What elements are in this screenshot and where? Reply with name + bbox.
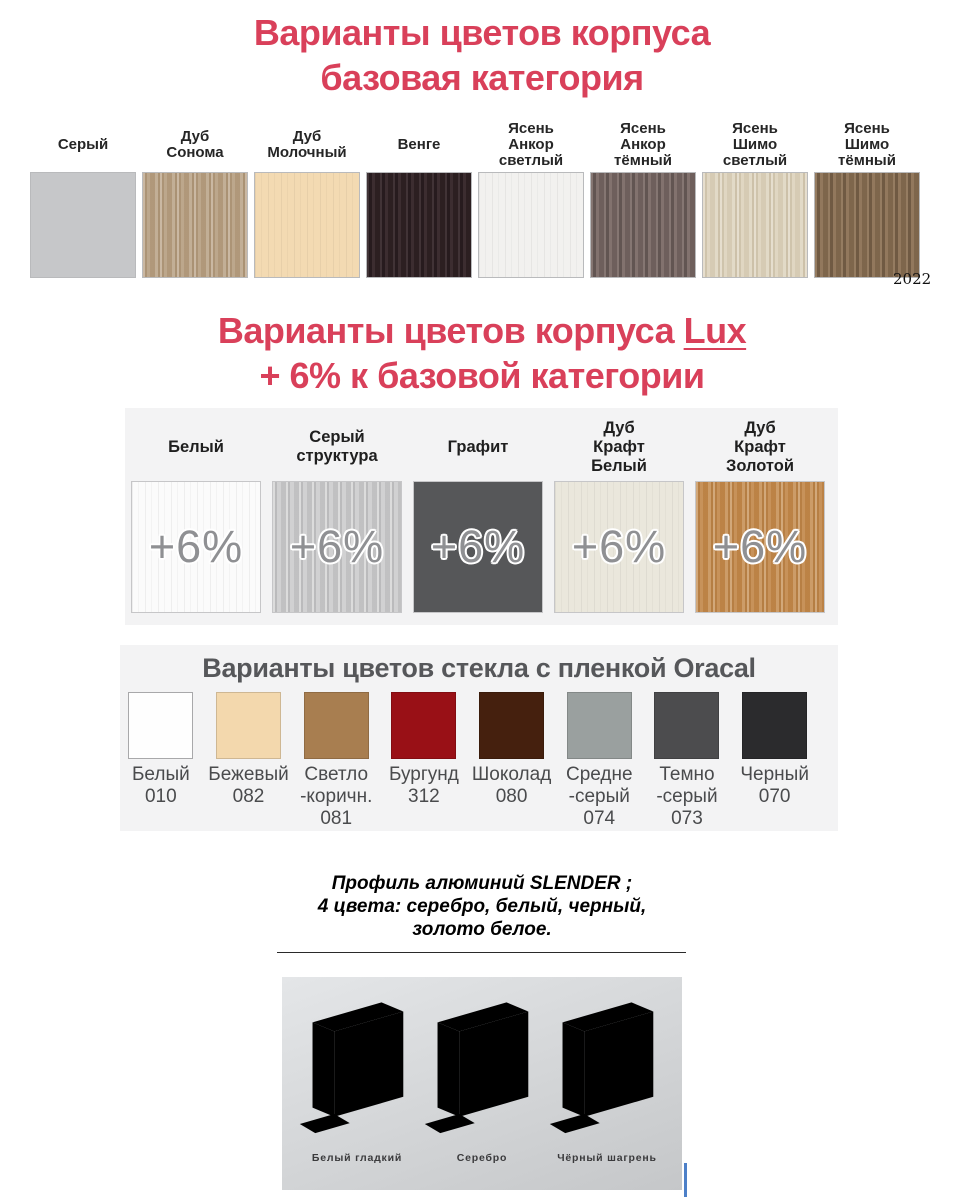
label-line: Белый	[168, 437, 224, 456]
lux-highlight: Lux	[683, 310, 747, 351]
label-line: Венге	[397, 136, 441, 153]
label-line: Ясень	[620, 120, 666, 137]
title-line	[0, 308, 964, 353]
oracal-swatch-column	[731, 692, 819, 830]
color-code: 010	[144, 786, 177, 807]
surcharge-overlay: +6%	[289, 521, 385, 572]
swatch-label	[132, 764, 190, 808]
swatch-label	[566, 764, 633, 830]
swatch-label	[254, 118, 360, 172]
swatch-label	[695, 416, 825, 478]
title-line: Варианты цветов корпуса	[253, 12, 711, 53]
label-line: Ясень	[508, 120, 554, 137]
base-swatch-column	[142, 118, 248, 278]
oracal-swatch-column	[643, 692, 731, 830]
label-line: Серый	[57, 136, 109, 153]
lux-swatch-column	[554, 416, 684, 613]
surcharge-overlay: +6%	[148, 521, 244, 572]
surcharge-overlay: +6%	[712, 521, 808, 572]
color-swatch	[30, 172, 136, 278]
base-swatch-column	[254, 118, 360, 278]
swatch-label	[702, 118, 808, 172]
base-swatch-column	[478, 118, 584, 278]
color-swatch	[366, 172, 472, 278]
title-line: базовая категория	[320, 57, 644, 98]
profile-sample-black	[548, 991, 666, 1182]
lux-swatch-column	[131, 416, 261, 613]
color-code: 070	[758, 786, 791, 807]
color-swatch	[142, 172, 248, 278]
aluminum-profile-icon	[548, 991, 666, 1149]
color-swatch	[814, 172, 920, 278]
color-swatch	[272, 481, 402, 613]
aluminum-profile-icon	[423, 991, 541, 1149]
color-code: 073	[671, 808, 703, 829]
base-category-title	[0, 10, 964, 100]
label-line: структура	[296, 447, 378, 465]
base-swatch-column	[814, 118, 920, 278]
color-code: 080	[495, 786, 528, 807]
swatch-label	[814, 118, 920, 172]
label-line: Золотой	[725, 456, 795, 475]
color-swatch	[254, 172, 360, 278]
profile-label: Серебро	[456, 1152, 508, 1164]
profile-sample-white	[298, 991, 416, 1182]
title-line: + 6% к базовой категории	[259, 355, 705, 396]
profile-label: Чёрный шагрень	[557, 1152, 657, 1164]
divider-line	[277, 952, 686, 953]
oracal-swatch-column	[117, 692, 205, 830]
lux-swatch-column	[695, 416, 825, 613]
oracal-swatch-column	[468, 692, 556, 830]
swatch-label	[590, 118, 696, 172]
surcharge-overlay: +6%	[430, 521, 526, 572]
label-line: Темно	[659, 764, 715, 785]
color-swatch	[479, 692, 544, 759]
color-swatch	[131, 481, 261, 613]
profile-note	[0, 872, 964, 941]
note-line: золото белое.	[412, 919, 552, 940]
label-line: светлый	[722, 152, 788, 169]
label-line: Ясень	[844, 120, 890, 137]
label-line: -серый	[656, 786, 718, 807]
profile-label: Белый гладкий	[311, 1152, 403, 1164]
color-swatch	[654, 692, 719, 759]
lux-swatch-column	[272, 416, 402, 613]
lux-category-title	[0, 308, 964, 398]
color-swatch	[590, 172, 696, 278]
swatch-label	[740, 764, 809, 808]
note-line: Профиль алюминий SLENDER ;	[331, 873, 633, 894]
label-line: Шимо	[844, 136, 890, 153]
color-swatch	[554, 481, 684, 613]
swatch-label	[131, 416, 261, 478]
label-line: Дуб	[603, 418, 635, 437]
swatch-label	[413, 416, 543, 478]
oracal-swatch-column	[205, 692, 293, 830]
label-line: тёмный	[614, 152, 672, 169]
label-line: Крафт	[734, 437, 786, 456]
label-line: -коричн.	[300, 786, 373, 807]
oracal-swatch-column	[555, 692, 643, 830]
label-line: Графит	[447, 437, 509, 456]
swatch-label	[389, 764, 459, 808]
color-code: 074	[583, 808, 616, 829]
color-code: 082	[232, 786, 265, 807]
swatch-label	[478, 118, 584, 172]
lux-swatch-column	[413, 416, 543, 613]
color-swatch	[413, 481, 543, 613]
label-line: Шимо	[732, 136, 778, 153]
label-line: Светло	[304, 764, 369, 785]
swatch-label	[554, 416, 684, 478]
color-swatch	[128, 692, 193, 759]
swatch-label	[272, 416, 402, 478]
label-line: Сонома	[166, 144, 224, 161]
label-line: Ясень	[732, 120, 778, 137]
color-swatch	[695, 481, 825, 613]
color-swatch	[478, 172, 584, 278]
base-swatch-row	[30, 118, 920, 278]
swatch-label	[30, 118, 136, 172]
color-code: 312	[408, 786, 440, 807]
blue-caret-mark	[684, 1163, 687, 1197]
swatch-label	[142, 118, 248, 172]
profile-photo	[282, 977, 682, 1190]
base-swatch-column	[30, 118, 136, 278]
note-line: 4 цвета: серебро, белый, черный,	[317, 896, 647, 917]
aluminum-profile-icon	[298, 991, 416, 1149]
watermark-year: 2022	[893, 270, 932, 288]
label-line: Крафт	[593, 437, 645, 456]
oracal-title: Варианты цветов стекла с пленкой Oracal	[202, 653, 756, 683]
surcharge-overlay: +6%	[571, 521, 667, 572]
oracal-swatch-column	[292, 692, 380, 830]
swatch-label	[472, 764, 551, 808]
oracal-swatch-row	[117, 692, 819, 830]
title-text: Варианты цветов корпуса	[217, 310, 684, 351]
swatch-label	[366, 118, 472, 172]
label-line: светлый	[498, 152, 564, 169]
label-line: Бургунд	[388, 764, 459, 785]
label-line: Белый	[131, 764, 190, 785]
label-line: Анкор	[508, 136, 554, 153]
label-line: Средне	[565, 764, 633, 785]
label-line: Молочный	[267, 144, 347, 161]
label-line: тёмный	[838, 152, 896, 169]
label-line: Анкор	[620, 136, 666, 153]
label-line: Шоколад	[471, 764, 552, 785]
label-line: Дуб	[180, 128, 210, 145]
label-line: Бежевый	[208, 764, 289, 785]
label-line: Черный	[740, 764, 809, 785]
base-swatch-column	[590, 118, 696, 278]
color-swatch	[742, 692, 807, 759]
lux-swatch-panel	[125, 408, 838, 625]
oracal-glass-panel	[120, 645, 838, 831]
color-swatch	[702, 172, 808, 278]
color-swatch	[216, 692, 281, 759]
label-line: Серый	[309, 428, 365, 446]
label-line: Дуб	[744, 418, 776, 437]
base-swatch-column	[366, 118, 472, 278]
label-line: Дуб	[292, 128, 322, 145]
profile-sample-silver	[423, 991, 541, 1182]
color-swatch	[304, 692, 369, 759]
label-line: -серый	[568, 786, 630, 807]
base-swatch-column	[702, 118, 808, 278]
color-code: 081	[320, 808, 353, 829]
swatch-label	[656, 764, 717, 830]
color-swatch	[391, 692, 456, 759]
swatch-label	[300, 764, 372, 830]
lux-swatch-row	[131, 416, 825, 613]
oracal-swatch-column	[380, 692, 468, 830]
label-line: Белый	[591, 456, 647, 475]
color-swatch	[567, 692, 632, 759]
swatch-label	[208, 764, 288, 808]
